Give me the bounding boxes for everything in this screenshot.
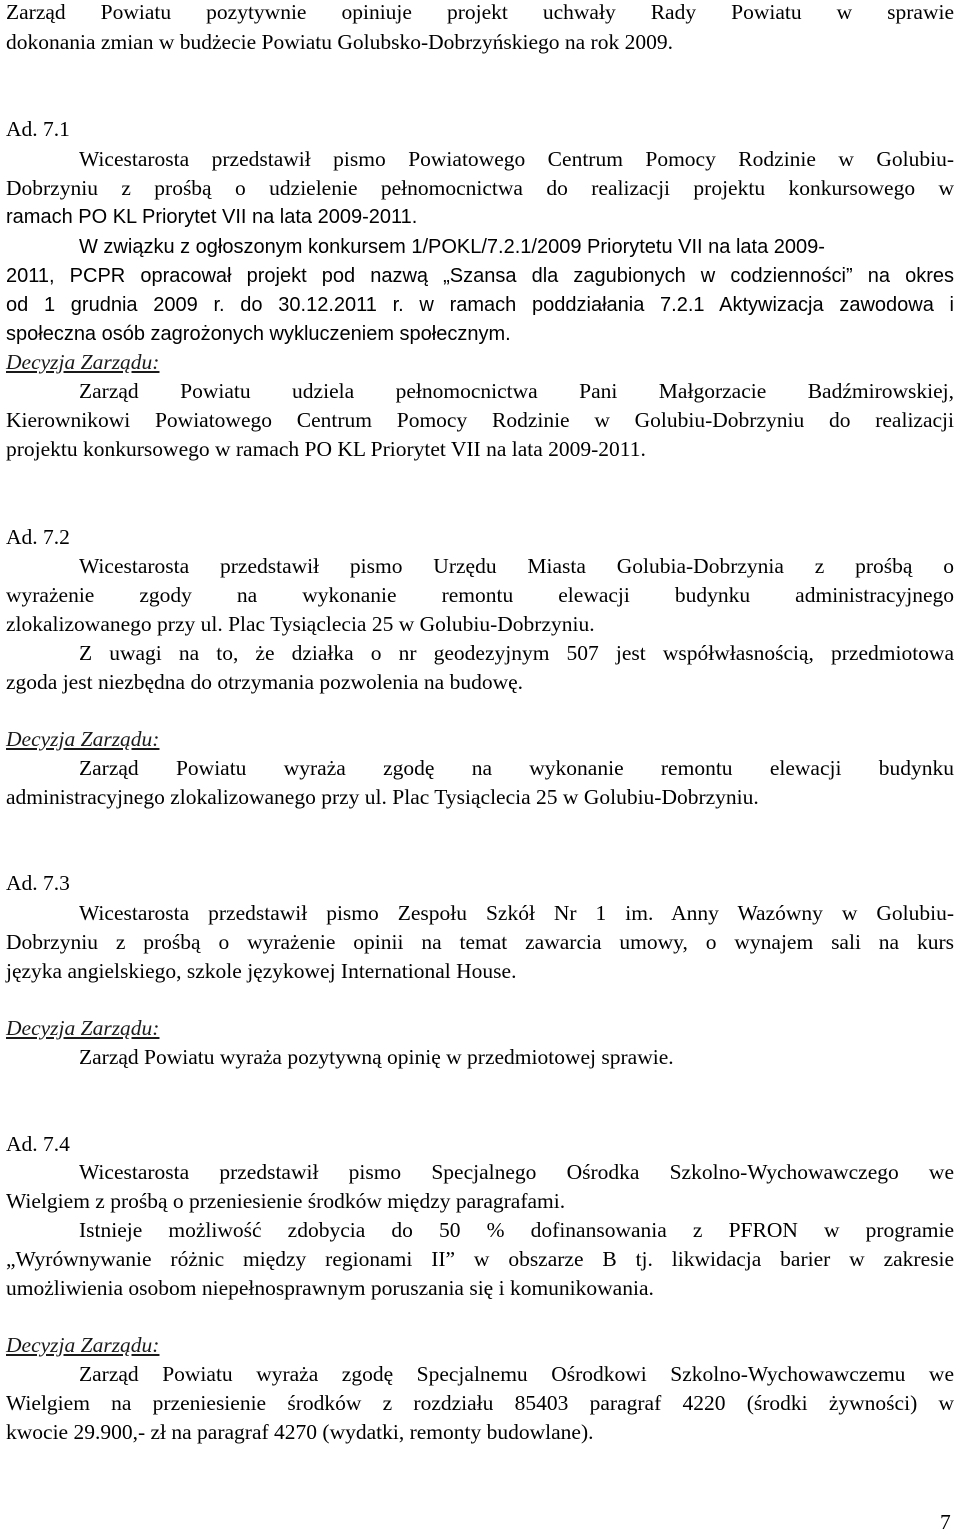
s74-p1-line-2: Wielgiem z prośbą o przeniesienie środków między paragrafami. (6, 1189, 566, 1213)
s71-p1-line-1: Wicestarosta przedstawił pismo Powiatowego Centrum Pomocy Rodzinie w Golubiu- (79, 147, 954, 171)
s73-p1-line-1: Wicestarosta przedstawił pismo Zespołu Szkół Nr 1 im. Anny Wazówny w Golubiu- (79, 901, 954, 925)
section-heading-7-1: Ad. 7.1 (6, 117, 70, 141)
s72-decision-line-1: Zarząd Powiatu wyraża zgodę na wykonanie remontu elewacji budynku (79, 756, 954, 780)
s74-p2-line-2: „Wyrównywanie różnic między regionami II” w obszarze B tj. likwidacja barier w zakresie (6, 1247, 954, 1271)
s71-p2-line-3: od 1 grudnia 2009 r. do 30.12.2011 r. w ramach poddziałania 7.2.1 Aktywizacja zawodowa i (6, 294, 954, 316)
s72-p1-line-1: Wicestarosta przedstawił pismo Urzędu Miasta Golubia-Dobrzynia z prośbą o (79, 554, 954, 578)
section-heading-7-2: Ad. 7.2 (6, 525, 70, 549)
s71-p2-line-4: społeczna osób zagrożonych wykluczeniem społecznym. (6, 323, 511, 345)
section-heading-7-4: Ad. 7.4 (6, 1132, 70, 1156)
section-heading-7-3: Ad. 7.3 (6, 871, 70, 895)
s71-decision-line-2: Kierownikowi Powiatowego Centrum Pomocy Rodzinie w Golubiu-Dobrzyniu do realizacji (6, 408, 954, 432)
s72-p2-line-1: Z uwagi na to, że działka o nr geodezyjnym 507 jest współwłasnością, przedmiotowa (79, 641, 954, 665)
s71-decision-line-3: projektu konkursowego w ramach PO KL Priorytet VII na lata 2009-2011. (6, 437, 646, 461)
page-number: 7 (940, 1510, 951, 1534)
s71-p2-line-1: W związku z ogłoszonym konkursem 1/POKL/7.2.1/2009 Priorytetu VII na lata 2009- (79, 236, 825, 258)
s74-decision-line-1: Zarząd Powiatu wyraża zgodę Specjalnemu Ośrodkowi Szkolno-Wychowawczemu we (79, 1362, 954, 1386)
s72-decision-label: Decyzja Zarządu: (6, 727, 160, 751)
s72-p2-line-2: zgoda jest niezbędna do otrzymania pozwolenia na budowę. (6, 670, 524, 694)
s71-p2-line-2: 2011, PCPR opracował projekt pod nazwą „Szansa dla zagubionych w codzienności” na okres (6, 265, 954, 287)
s72-p1-line-2: wyrażenie zgody na wykonanie remontu elewacji budynku administracyjnego (6, 583, 954, 607)
s73-p1-line-3: języka angielskiego, szkole językowej International House. (6, 959, 517, 983)
s74-decision-label: Decyzja Zarządu: (6, 1333, 160, 1357)
intro-line-2: dokonania zmian w budżecie Powiatu Golubsko-Dobrzyńskiego na rok 2009. (6, 30, 673, 54)
s74-p2-line-1: Istnieje możliwość zdobycia do 50 % dofinansowania z PFRON w programie (79, 1218, 954, 1242)
s72-decision-line-2: administracyjnego zlokalizowanego przy ul. Plac Tysiąclecia 25 w Golubiu-Dobrzyniu. (6, 785, 759, 809)
s73-p1-line-2: Dobrzyniu z prośbą o wyrażenie opinii na temat zawarcia umowy, o wynajem sali na kurs (6, 930, 954, 954)
s71-p1-line-2: Dobrzyniu z prośbą o udzielenie pełnomocnictwa do realizacji projektu konkursowego w (6, 176, 954, 200)
s74-decision-line-2: Wielgiem na przeniesienie środków z rozdziału 85403 paragraf 4220 (środki żywności) w (6, 1391, 954, 1415)
s73-decision-line-1: Zarząd Powiatu wyraża pozytywną opinię w przedmiotowej sprawie. (79, 1045, 674, 1069)
s74-decision-line-3: kwocie 29.900,- zł na paragraf 4270 (wydatki, remonty budowlane). (6, 1420, 594, 1444)
s74-p2-line-3: umożliwienia osobom niepełnosprawnym poruszania się i komunikowania. (6, 1276, 654, 1300)
s71-p1-line-3: ramach PO KL Priorytet VII na lata 2009-2011. (6, 206, 418, 228)
s73-decision-label: Decyzja Zarządu: (6, 1016, 160, 1040)
s71-decision-label: Decyzja Zarządu: (6, 350, 160, 374)
s71-decision-line-1: Zarząd Powiatu udziela pełnomocnictwa Pani Małgorzacie Badźmirowskiej, (79, 379, 954, 403)
intro-line-1: Zarząd Powiatu pozytywnie opiniuje projekt uchwały Rady Powiatu w sprawie (6, 0, 954, 24)
s72-p1-line-3: zlokalizowanego przy ul. Plac Tysiąclecia 25 w Golubiu-Dobrzyniu. (6, 612, 595, 636)
s74-p1-line-1: Wicestarosta przedstawił pismo Specjalnego Ośrodka Szkolno-Wychowawczego we (79, 1160, 954, 1184)
